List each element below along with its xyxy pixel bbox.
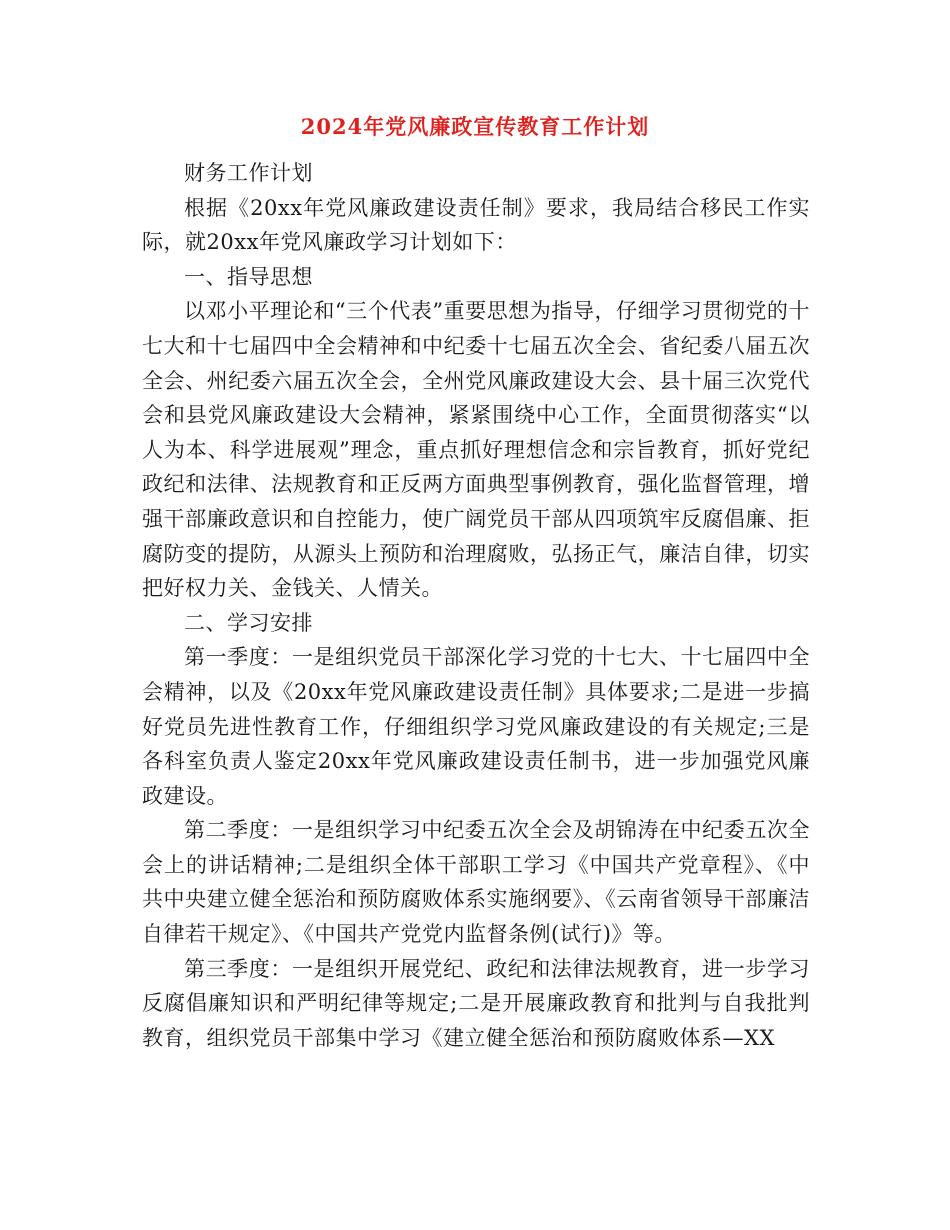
paragraph-guiding-thought: 以邓小平理论和“三个代表”重要思想为指导，仔细学习贯彻党的十七大和十七届四中全会精神和中纪委十七届五次全会、省纪委八届五次全会、州纪委六届五次全会，全州党风廉政建设大会、县十届三次党代会和县党风廉政建设大会精神，紧紧围绕中心工作，全面贯彻落实“以人为本、科学进展观”理念，重点抓好理想信念和宗旨教育，抓好党纪政纪和法律、法规教育和正反两方面典型事例教育，强化监督管理，增强干部廉政意识和自控能力，使广阔党员干部从四项筑牢反腐倡廉、拒腐防变的提防，从源头上预防和治理腐败，弘扬正气，廉洁自律，切实把好权力关、金钱关、人情关。 — [142, 299, 810, 601]
paragraph-third-quarter: 第三季度：一是组织开展党纪、政纪和法律法规教育，进一步学习反腐倡廉知识和严明纪律等规定;二是开展廉政教育和批判与自我批判教育，组织党员干部集中学习《建立健全惩治和预防腐败体系—XX — [142, 956, 810, 1050]
document-title: 2024年党风廉政宣传教育工作计划 — [300, 114, 650, 139]
paragraph-second-quarter: 第二季度：一是组织学习中纪委五次全会及胡锦涛在中纪委五次全会上的讲话精神;二是组织全体干部职工学习《中国共产党章程》、《中共中央建立健全惩治和预防腐败体系实施纲要》、《云南省领导干部廉洁自律若干规定》、《中国共产党党内监督条例(试行)》等。 — [142, 818, 810, 947]
document-body — [142, 156, 810, 1055]
section-heading-guiding-thought: 一、指导思想 — [184, 264, 313, 289]
section-heading-study-arrangement: 二、学习安排 — [184, 610, 313, 635]
paragraph-subtitle: 财务工作计划 — [184, 161, 313, 185]
paragraph-first-quarter: 第一季度：一是组织党员干部深化学习党的十七大、十七届四中全会精神，以及《20xx年党风廉政建设责任制》具体要求;二是进一步搞好党员先进性教育工作，仔细组织学习党风廉政建设的有关规定;三是各科室负责人鉴定20xx年党风廉政建设责任制书，进一步加强党风廉政建设。 — [142, 645, 810, 808]
paragraph-intro: 根据《20xx年党风廉政建设责任制》要求，我局结合移民工作实际，就20xx年党风廉政学习计划如下： — [142, 195, 810, 255]
